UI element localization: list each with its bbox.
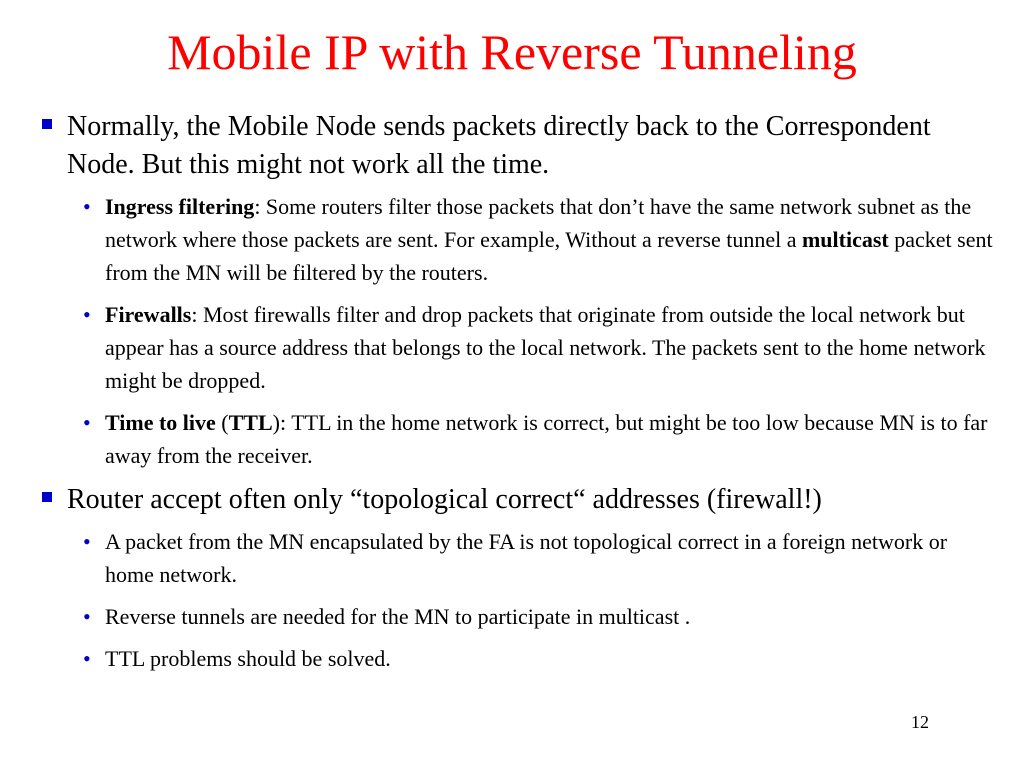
round-bullet-icon: • [83, 302, 91, 327]
ingress-filtering-text: : Some routers filter those packets that don’t have the same network subnet as the network where those packets are sent. For example, Without a reverse tunnel a [105, 194, 972, 252]
sub-bullet-firewalls [80, 298, 1000, 397]
square-bullet-icon [42, 119, 52, 129]
round-bullet-icon: • [83, 529, 91, 554]
slide-content [40, 108, 1000, 684]
ingress-filtering-text-end: packet sent from the MN will be filtered by the routers. [105, 227, 993, 285]
bullet-router-accept-text: Router accept often only “topological correct“ addresses (firewall!) [67, 484, 822, 515]
sub-bullet-ttl-problems [80, 642, 1000, 675]
term-multicast: multicast [801, 227, 889, 252]
term-firewalls: Firewalls [105, 302, 192, 327]
sub-bullet-ingress-filtering [80, 190, 1000, 289]
slide-title: Mobile IP with Reverse Tunneling [167, 24, 857, 80]
round-bullet-icon: • [83, 604, 91, 629]
bullet-normally-text: Normally, the Mobile Node sends packets directly back to the Correspondent Node. But this might not work all the time. [67, 111, 931, 180]
bullet-normally [40, 108, 1000, 184]
term-ttl: TTL [228, 410, 273, 435]
round-bullet-icon: • [83, 410, 91, 435]
sub-bullet-time-to-live [80, 406, 1000, 472]
sub-bullets-router-accept [80, 525, 1000, 675]
packet-encapsulated-text: A packet from the MN encapsulated by the FA is not topological correct in a foreign network or home network. [105, 529, 948, 587]
bullet-router-accept [40, 481, 1000, 519]
round-bullet-icon: • [83, 194, 91, 219]
term-ingress-filtering: Ingress filtering [105, 194, 255, 219]
ttl-problems-text: TTL problems should be solved. [105, 646, 391, 671]
term-time-to-live: Time to live [105, 410, 216, 435]
sub-bullet-reverse-tunnels [80, 600, 1000, 633]
time-to-live-text: ): TTL in the home network is correct, but might be too low because MN is to far away from the receiver. [105, 410, 988, 468]
time-to-live-paren: ( [215, 410, 229, 435]
firewalls-text: : Most firewalls filter and drop packets that originate from outside the local network but appear has a source address that belongs to the local network. The packets sent to the home network might be dropped. [105, 302, 986, 393]
sub-bullets-normally [80, 190, 1000, 472]
sub-bullet-packet-encapsulated [80, 525, 1000, 591]
page-number: 12 [911, 712, 929, 732]
reverse-tunnels-text: Reverse tunnels are needed for the MN to participate in multicast . [105, 604, 691, 629]
round-bullet-icon: • [83, 646, 91, 671]
square-bullet-icon [42, 492, 52, 502]
